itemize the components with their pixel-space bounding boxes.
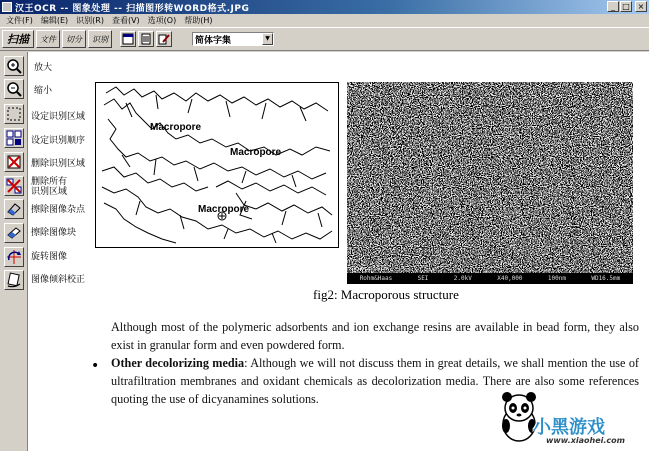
rotate-icon xyxy=(6,249,22,265)
watermark-brand: 小黑游戏 xyxy=(533,417,605,437)
segment-button[interactable]: 切分 xyxy=(62,30,86,48)
window-title: 汉王OCR -- 图象处理 -- 扫描图形转WORD格式.JPG xyxy=(15,3,250,14)
macropore-label-1: Macropore xyxy=(150,122,202,133)
deskew-label: 图像倾斜校正 xyxy=(31,275,86,285)
sem-info-scale: 100nm xyxy=(547,275,566,282)
paragraph-1: Although most of the polymeric adsorbents and ion exchange resins are available in bead form, they also exist in granular form and even powdered form. xyxy=(111,320,639,352)
menu-help[interactable]: 帮助(H) xyxy=(184,16,213,25)
sem-info-bar xyxy=(347,273,633,284)
sem-info-wd: WD16.5mm xyxy=(591,275,621,282)
maximize-button[interactable]: □ xyxy=(620,1,632,12)
select-region-label: 设定识别区域 xyxy=(31,112,86,122)
app-icon xyxy=(2,2,12,12)
delete-region-icon xyxy=(6,154,22,170)
region-order-tool[interactable] xyxy=(4,128,24,148)
delete-all-label-line1: 删除所有 xyxy=(31,177,68,187)
delete-region-tool[interactable] xyxy=(4,152,24,172)
sem-info-kv: 2.0kV xyxy=(453,275,472,282)
sem-info-mag: X40,000 xyxy=(497,275,523,282)
sem-info-org: Rohm&Haas xyxy=(359,275,393,282)
deskew-tool[interactable] xyxy=(4,270,24,290)
region-order-label: 设定识别顺序 xyxy=(31,136,86,146)
macropore-diagram xyxy=(95,82,339,248)
close-button[interactable]: × xyxy=(635,1,647,12)
zoom-in-label: 放大 xyxy=(34,63,53,73)
erase-block-label: 擦除图像块 xyxy=(31,228,77,238)
bullet-title: Other decolorizing media xyxy=(111,356,245,370)
sem-info-mode: SEI xyxy=(417,275,429,282)
edit-text-icon[interactable] xyxy=(156,31,172,47)
pen-icon xyxy=(158,33,170,45)
macropore-label-2: Macropore xyxy=(230,147,282,158)
text-page-icon xyxy=(140,33,152,45)
charset-select[interactable] xyxy=(192,32,274,46)
view-image-icon[interactable] xyxy=(120,31,136,47)
select-region-tool[interactable] xyxy=(4,104,24,124)
delete-region-label: 删除识别区域 xyxy=(31,159,86,169)
select-region-icon xyxy=(6,106,22,122)
sem-micrograph xyxy=(347,82,633,284)
menu-file[interactable]: 文件(F) xyxy=(6,16,33,25)
image-window-icon xyxy=(122,33,134,45)
delete-all-regions-icon xyxy=(6,178,22,194)
erase-block-icon xyxy=(6,225,22,241)
paragraph-2 xyxy=(111,354,639,408)
menu-options[interactable]: 选项(O) xyxy=(147,16,177,25)
menu-bar xyxy=(0,14,649,27)
sem-scale: 1 µm Y. 1 unit xyxy=(353,266,388,272)
charset-value: 简体字集 xyxy=(195,35,232,46)
delete-all-regions-tool[interactable] xyxy=(4,176,24,196)
paragraph-2-body: : Although we will not discuss them in great details, we shall mention the use of ultrafiltration membranes and oxidant chemicals as decolorization media. There are also some references quoting the use of dicyanamines solutions. xyxy=(111,356,639,406)
zoom-in-icon xyxy=(6,58,22,74)
zoom-out-icon xyxy=(6,81,22,97)
menu-view[interactable]: 查看(V) xyxy=(111,16,140,25)
erase-block-tool[interactable] xyxy=(4,223,24,243)
chevron-down-icon[interactable]: ▼ xyxy=(262,33,273,45)
eraser-icon xyxy=(6,201,22,217)
sem-texture xyxy=(347,82,633,273)
zoom-out-tool[interactable] xyxy=(4,79,24,99)
title-bar xyxy=(0,0,649,14)
erase-noise-label: 擦除图像杂点 xyxy=(31,205,86,215)
minimize-button[interactable]: _ xyxy=(607,1,619,12)
menu-edit[interactable]: 编辑(E) xyxy=(40,16,69,25)
tool-panel xyxy=(0,52,28,451)
macropore-label-3: Macropore xyxy=(198,204,250,215)
delete-all-label-line2: 识别区域 xyxy=(31,187,68,197)
rotate-tool[interactable] xyxy=(4,247,24,267)
recognize-button[interactable]: 识别 xyxy=(88,30,112,48)
polymer-chain-drawing xyxy=(96,83,338,247)
deskew-icon xyxy=(6,272,22,288)
zoom-out-label: 缩小 xyxy=(34,86,53,96)
watermark-url: www.xiaohei.com xyxy=(546,436,625,445)
file-button[interactable]: 文件 xyxy=(36,30,60,48)
toolbar xyxy=(0,27,649,51)
region-order-icon xyxy=(6,130,22,146)
vertical-scrollbar[interactable] xyxy=(645,52,649,451)
figure-caption: fig2: Macroporous structure xyxy=(313,287,459,302)
view-text-icon[interactable] xyxy=(138,31,154,47)
zoom-in-tool[interactable] xyxy=(4,56,24,76)
rotate-label: 旋转图像 xyxy=(31,252,68,262)
menu-recognize[interactable]: 识别(R) xyxy=(76,16,104,25)
document-view[interactable] xyxy=(28,52,649,451)
scan-button[interactable]: 扫描 xyxy=(2,30,34,48)
bullet-dot: • xyxy=(91,358,100,374)
erase-noise-tool[interactable] xyxy=(4,199,24,219)
